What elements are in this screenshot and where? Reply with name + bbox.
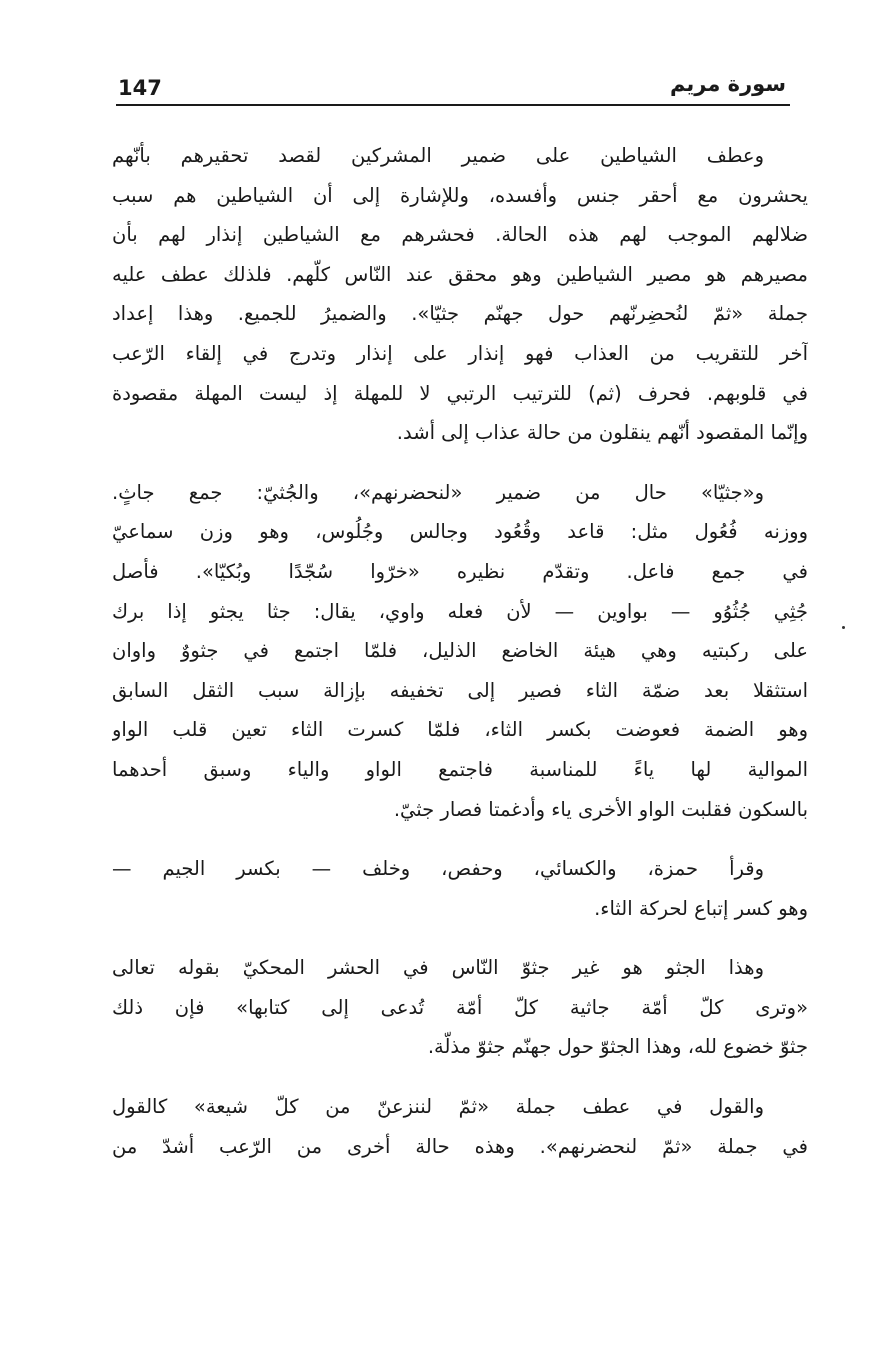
text-line: جُثِي جُثُوُو — بواوين — لأن فعله واوي، يقال: جثا يجثو إذا برك: [112, 599, 808, 623]
page-header: [116, 72, 788, 108]
text-line: على ركبتيه وهي هيئة الخاضع الذليل، فلمّا اجتمع في جثووٌ واوان: [112, 639, 808, 663]
running-title: سورة مريم: [669, 72, 786, 96]
body-text: [112, 136, 808, 1186]
text-line: ووزنه فُعُول مثل: قاعد وقُعُود وجالس وجُلُوس، وهو وزن سماعيّ: [112, 520, 808, 544]
text-line: بالسكون فقلبت الواو الأخرى ياء وأدغمتا فصار جثيّ.: [393, 797, 808, 821]
paragraph-5: [112, 1087, 808, 1166]
text-line: مصيرهم هو مصير الشياطين وهو محقق عند النّاس كلّهم. فلذلك عطف عليه: [112, 262, 808, 286]
text-line: يحشرون مع أحقر جنس وأفسده، وللإشارة إلى أن الشياطين هم سبب: [112, 183, 808, 207]
paragraph-1: [112, 136, 808, 453]
header-rule: [116, 104, 790, 106]
text-line: وعطف الشياطين على ضمير المشركين لقصد تحقيرهم بأنّهم: [112, 144, 764, 167]
text-line: «وترى كلّ أمّة جاثية كلّ أمّة تُدعى إلى كتابها» فإن ذلك: [112, 995, 808, 1019]
margin-dot: [842, 626, 845, 629]
text-line: وهو كسر إتباع لحركة الثاء.: [594, 896, 808, 920]
text-line: والقول في عطف جملة «ثمّ لننزعنّ من كلّ شيعة» كالقول: [112, 1095, 764, 1119]
text-line: جثوّ خضوع لله، وهذا الجثوّ حول جهنّم جثوّ مذلّة.: [427, 1035, 808, 1059]
paragraph-3: [112, 849, 808, 928]
text-line: جملة «ثمّ لنُحضِرنّهم حول جهنّم جثيّا». والضميرُ للجميع. وهذا إعداد: [112, 302, 808, 326]
text-line: وإنّما المقصود أنّهم ينقلون من حالة عذاب إلى أشد.: [396, 421, 808, 445]
text-line: في جمع فاعل. وتقدّم نظيره «خرّوا سُجّدًا وبُكيّا». فأصل: [112, 559, 808, 583]
text-line: وقرأ حمزة، والكسائي، وحفص، وخلف — بكسر الجيم —: [112, 857, 764, 881]
text-line: استثقلا بعد ضمّة الثاء فصير إلى تخفيفه بإزالة سبب الثقل السابق: [112, 678, 808, 702]
page-number: 147: [118, 76, 162, 100]
text-line: ضلالهم الموجب لهم هذه الحالة. فحشرهم مع الشياطين إنذار لهم بأن: [112, 223, 808, 247]
text-line: في جملة «ثمّ لنحضرنهم». وهذه حالة أخرى من الرّعب أشدّ من: [112, 1134, 808, 1158]
text-line: وهذا الجثو هو غير جثوّ النّاس في الحشر المحكيّ بقوله تعالى: [112, 956, 764, 980]
paragraph-2: [112, 473, 808, 829]
text-line: آخر للتقريب من العذاب فهو إنذار على إنذار وتدرج في إلقاء الرّعب: [112, 341, 808, 365]
text-line: و«جثيّا» حال من ضمير «لنحضرنهم»، والجُثيّ: جمع جاثٍ.: [112, 480, 764, 504]
paragraph-4: [112, 948, 808, 1067]
text-line: الموالية لها ياءً للمناسبة فاجتمع الواو والياء وسبق أحدهما: [112, 757, 808, 781]
text-line: وهو الضمة فعوضت بكسر الثاء، فلمّا كسرت الثاء تعين قلب الواو: [112, 718, 808, 742]
text-line: في قلوبهم. فحرف (ثم) للترتيب الرتبي لا للمهلة إذ ليست المهلة مقصودة: [112, 381, 808, 405]
